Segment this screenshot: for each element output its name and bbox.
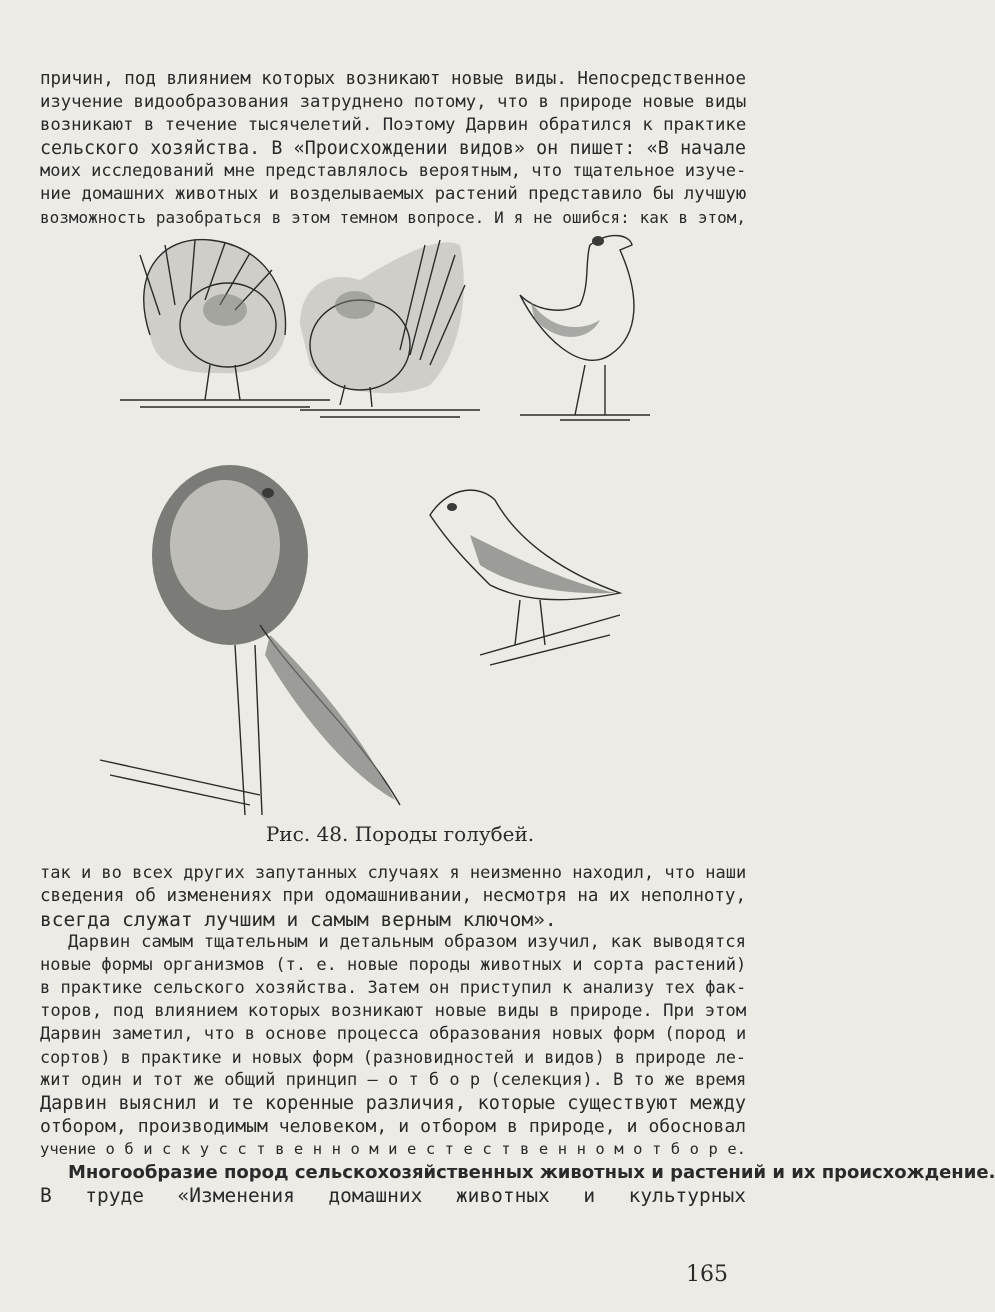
text-line: Дарвин заметил, что в основе процесса образования новых форм (пород и — [40, 1024, 747, 1044]
text-line: Дарвин самым тщательным и детальным образом изучил, как выводятся — [68, 932, 746, 952]
bold-heading-line — [40, 1161, 995, 1184]
text-line: отбором, производимым человеком, и отбором в природе, и обосновал — [40, 1116, 746, 1137]
text-line: так и во всех других запутанных случаях я неизменно находил, что наши — [40, 863, 747, 883]
text-line: жит один и тот же общий принцип — о т б о р (селекция). В то же время — [40, 1070, 747, 1090]
text-line: сельского хозяйства. В «Происхождении видов» он пишет: «В начале — [40, 138, 746, 159]
bottom-paragraph — [40, 862, 995, 1207]
page-number: 165 — [686, 1262, 728, 1287]
pouter-pigeon-illustration — [100, 465, 400, 815]
text-line: всегда служат лучшим и самым верным ключом». — [40, 908, 557, 931]
text-line: торов, под влиянием которых возникают новые виды в природе. При этом — [40, 1001, 747, 1021]
text-line: ние домашних животных и возделываемых растений представило бы лучшую — [40, 184, 747, 204]
run-in-heading: Многообразие пород сельскохозяйственных животных и растений и их происхождение. — [68, 1162, 995, 1183]
text-line: причин, под влиянием которых возникают новые виды. Непосредственное — [40, 69, 746, 89]
text-line: Дарвин выяснил и те коренные различия, которые существуют между — [40, 1093, 746, 1114]
fantail-pigeon-left-illustration — [120, 240, 330, 407]
text-line: новые формы организмов (т. е. новые породы животных и сорта растений) — [40, 955, 747, 975]
upright-pigeon-illustration — [520, 236, 650, 420]
fantail-pigeon-right-illustration — [300, 240, 480, 417]
text-line: В труде «Изменения домашних животных и культурных — [40, 1184, 746, 1207]
pigeon-breeds-figure — [0, 215, 800, 855]
text-line: сортов) в практике и новых форм (разновидностей и видов) в природе ле- — [40, 1047, 746, 1067]
carrier-pigeon-illustration — [430, 490, 620, 665]
text-line: в практике сельского хозяйства. Затем он приступил к анализу тех фак- — [40, 978, 747, 998]
figure-caption: Рис. 48. Породы голубей. — [265, 822, 535, 846]
top-paragraph — [40, 68, 746, 229]
text-line: возникают в течение тысячелетий. Поэтому Дарвин обратился к практике — [40, 115, 747, 135]
text-line: возможность разобраться в этом темном вопросе. И я не ошибся: как в этом, — [40, 208, 746, 227]
text-line: моих исследований мне представлялось вероятным, что тщательное изуче- — [40, 161, 747, 181]
text-line: изучение видообразования затруднено потому, что в природе новые виды — [40, 92, 747, 112]
text-line: сведения об изменениях при одомашнивании, несмотря на их неполноту, — [40, 886, 746, 906]
text-line: учение о б и с к у с с т в е н н о м и е с т е с т в е н н о м о т б о р е. — [40, 1140, 746, 1158]
